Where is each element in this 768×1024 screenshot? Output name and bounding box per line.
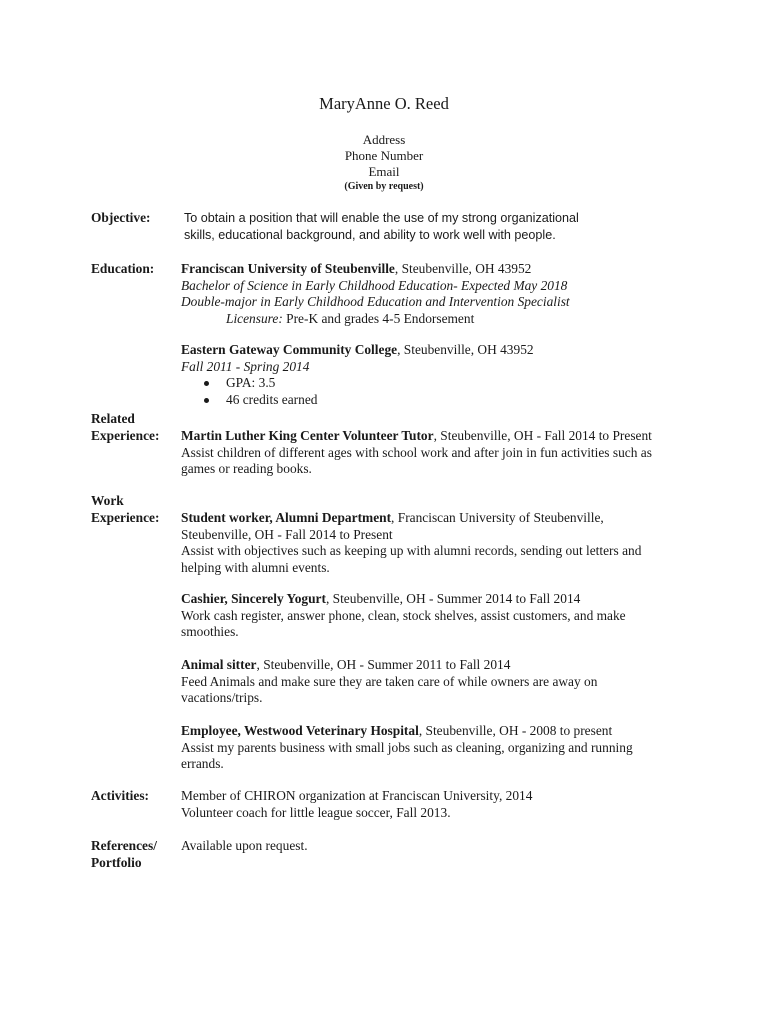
bullet-item: 46 credits earned — [181, 392, 681, 409]
school-heading — [181, 342, 681, 359]
contact-block — [0, 132, 768, 194]
education-label: Education: — [91, 261, 155, 276]
job-location: , Steubenville, OH - Summer 2014 to Fall 2014 — [325, 591, 581, 606]
references-label: References/ Portfolio — [91, 838, 157, 870]
objective-line: skills, educational background, and ability to work well with people. — [184, 228, 556, 242]
activity-line: Volunteer coach for little league soccer, Fall 2013. — [181, 804, 451, 820]
job-title: Employee, Westwood Veterinary Hospital — [181, 723, 419, 738]
job-heading — [181, 657, 701, 674]
licensure-value: Pre-K and grades 4-5 Endorsement — [282, 310, 475, 326]
phone-line: Phone Number — [344, 148, 424, 163]
job-heading — [181, 723, 701, 740]
activity-line: Member of CHIRON organization at Franciscan University, 2014 — [181, 788, 533, 803]
activities-label: Activities: — [91, 788, 150, 803]
job-title: Animal sitter — [181, 657, 257, 672]
resume-header — [0, 94, 768, 194]
job-description: smoothies. — [181, 624, 239, 640]
job-description: Feed Animals and make sure they are taken care of while owners are away on — [181, 673, 598, 689]
activities-section — [181, 788, 681, 821]
job-location: , Franciscan University of Steubenville, — [391, 510, 604, 525]
job-description: Assist my parents business with small jobs such as cleaning, organizing and running — [181, 739, 633, 755]
candidate-name: MaryAnne O. Reed — [319, 94, 449, 113]
education-school-2 — [181, 342, 681, 408]
school-name: Franciscan University of Steubenville — [181, 261, 395, 276]
job-heading — [181, 591, 701, 608]
work-job-2 — [181, 591, 701, 641]
job-title: Student worker, Alumni Department — [181, 510, 392, 525]
job-title: Cashier, Sincerely Yogurt — [181, 591, 326, 606]
education-bullets — [181, 375, 681, 408]
job-heading — [181, 428, 701, 445]
job-location: , Steubenville, OH - 2008 to present — [418, 723, 613, 738]
job-description: Assist children of different ages with school work and after join in fun activities such as — [181, 444, 652, 460]
work-job-4 — [181, 723, 701, 773]
job-description: games or reading books. — [181, 461, 312, 477]
address-line: Address — [362, 132, 406, 147]
education-section — [181, 261, 681, 327]
job-description: helping with alumni events. — [181, 559, 330, 575]
bullet-item: GPA: 3.5 — [181, 375, 681, 392]
job-description: vacations/trips. — [181, 690, 263, 706]
job-location-line: Steubenville, OH - Fall 2014 to Present — [181, 526, 393, 542]
school-heading — [181, 261, 681, 278]
licensure-line — [181, 311, 681, 328]
objective-text — [184, 210, 684, 244]
work-job-1 — [181, 510, 701, 576]
job-description: Assist with objectives such as keeping up with alumni records, sending out letters and — [181, 543, 642, 559]
job-location: , Steubenville, OH - Fall 2014 to Present — [433, 428, 652, 443]
email-line: Email — [368, 164, 400, 179]
major-line: Double-major in Early Childhood Education and Intervention Specialist — [181, 294, 570, 310]
job-description: Work cash register, answer phone, clean, stock shelves, assist customers, and make — [181, 607, 626, 623]
job-description: errands. — [181, 756, 224, 772]
school-location: , Steubenville, OH 43952 — [397, 342, 534, 357]
references-section — [181, 838, 681, 855]
job-heading — [181, 510, 701, 527]
school-dates: Fall 2011 - Spring 2014 — [181, 358, 310, 374]
school-name: Eastern Gateway Community College — [181, 342, 398, 357]
licensure-label: Licensure: — [226, 310, 283, 326]
work-job-3 — [181, 657, 701, 707]
job-title: Martin Luther King Center Volunteer Tutor — [181, 428, 434, 443]
contact-note: (Given by request) — [344, 181, 424, 192]
related-experience-section — [181, 428, 701, 478]
related-experience-label: Related Experience: — [91, 411, 160, 443]
job-location: , Steubenville, OH - Summer 2011 to Fall 2014 — [256, 657, 511, 672]
objective-label: Objective: — [91, 210, 151, 225]
objective-line: To obtain a position that will enable the use of my strong organizational — [184, 211, 579, 225]
school-location: , Steubenville, OH 43952 — [394, 261, 532, 276]
references-text: Available upon request. — [181, 838, 308, 853]
degree-line: Bachelor of Science in Early Childhood Education- Expected May 2018 — [181, 277, 568, 293]
work-experience-label: Work Experience: — [91, 493, 160, 525]
